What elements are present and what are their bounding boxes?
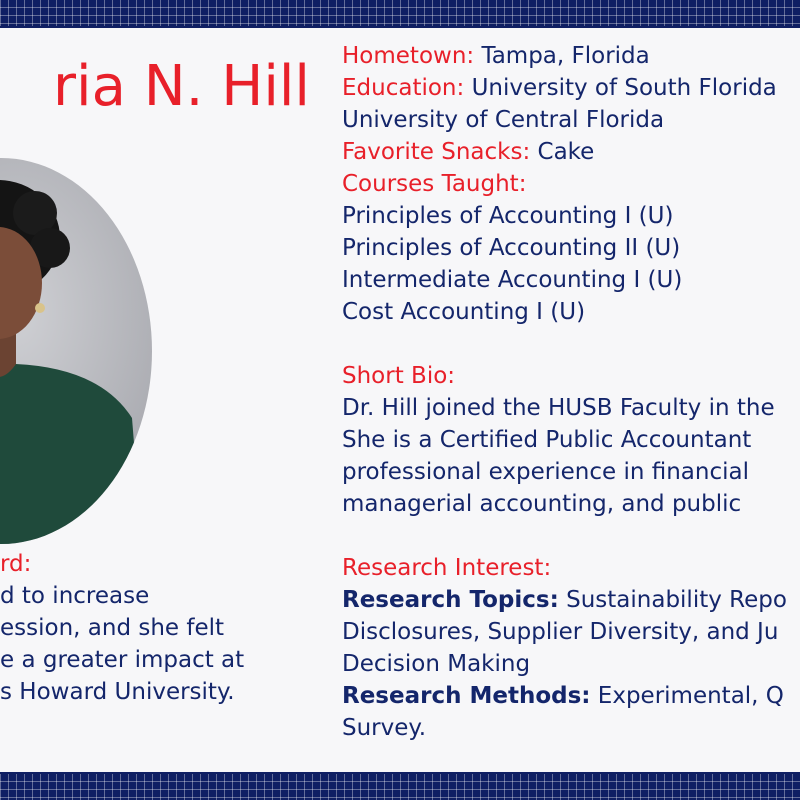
bio-line: Dr. Hill joined the HUSB Faculty in the [342,395,775,421]
spacer [342,328,800,360]
bio-line: managerial accounting, and public [342,491,742,517]
snacks-label: Favorite Snacks: [342,139,531,165]
topics-line-3: Decision Making [342,651,531,677]
methods-line [342,680,800,712]
methods-value: Experimental, Q [590,683,784,709]
profile-details [342,40,800,744]
course-item: Principles of Accounting I (U) [342,203,674,229]
topics-label: Research Topics: [342,587,559,613]
why-howard-heading: rd: [0,551,32,577]
topics-line-2: Disclosures, Supplier Diversity, and Ju [342,619,779,645]
education-value: University of South Florida [464,75,777,101]
course-item: Cost Accounting I (U) [342,299,586,325]
education-line [342,72,800,104]
why-howard-line: d to increase [0,583,150,609]
methods-line-2: Survey. [342,715,427,741]
why-howard-line: ession, and she felt [0,615,225,641]
bottom-border-band [0,774,800,800]
why-howard-section [0,548,330,708]
research-label: Research Interest: [342,555,552,581]
topics-line [342,584,800,616]
spacer [342,520,800,552]
course-item: Principles of Accounting II (U) [342,235,681,261]
hometown-label: Hometown: [342,43,475,69]
snacks-line [342,136,800,168]
top-border-band [0,0,800,26]
bio-line: She is a Certified Public Accountant [342,427,752,453]
why-howard-line: s Howard University. [0,679,235,705]
faculty-name: ria N. Hill [53,54,310,119]
topics-value: Sustainability Repo [558,587,787,613]
why-howard-line: e a greater impact at [0,647,245,673]
hometown-value: Tampa, Florida [474,43,650,69]
methods-label: Research Methods: [342,683,591,709]
courses-label: Courses Taught: [342,171,527,197]
hometown-line [342,40,800,72]
course-item: Intermediate Accounting I (U) [342,267,683,293]
snacks-value: Cake [530,139,595,165]
education-line-2: University of Central Florida [342,107,665,133]
bio-line: professional experience in financial [342,459,749,485]
bio-label: Short Bio: [342,363,456,389]
education-label: Education: [342,75,465,101]
